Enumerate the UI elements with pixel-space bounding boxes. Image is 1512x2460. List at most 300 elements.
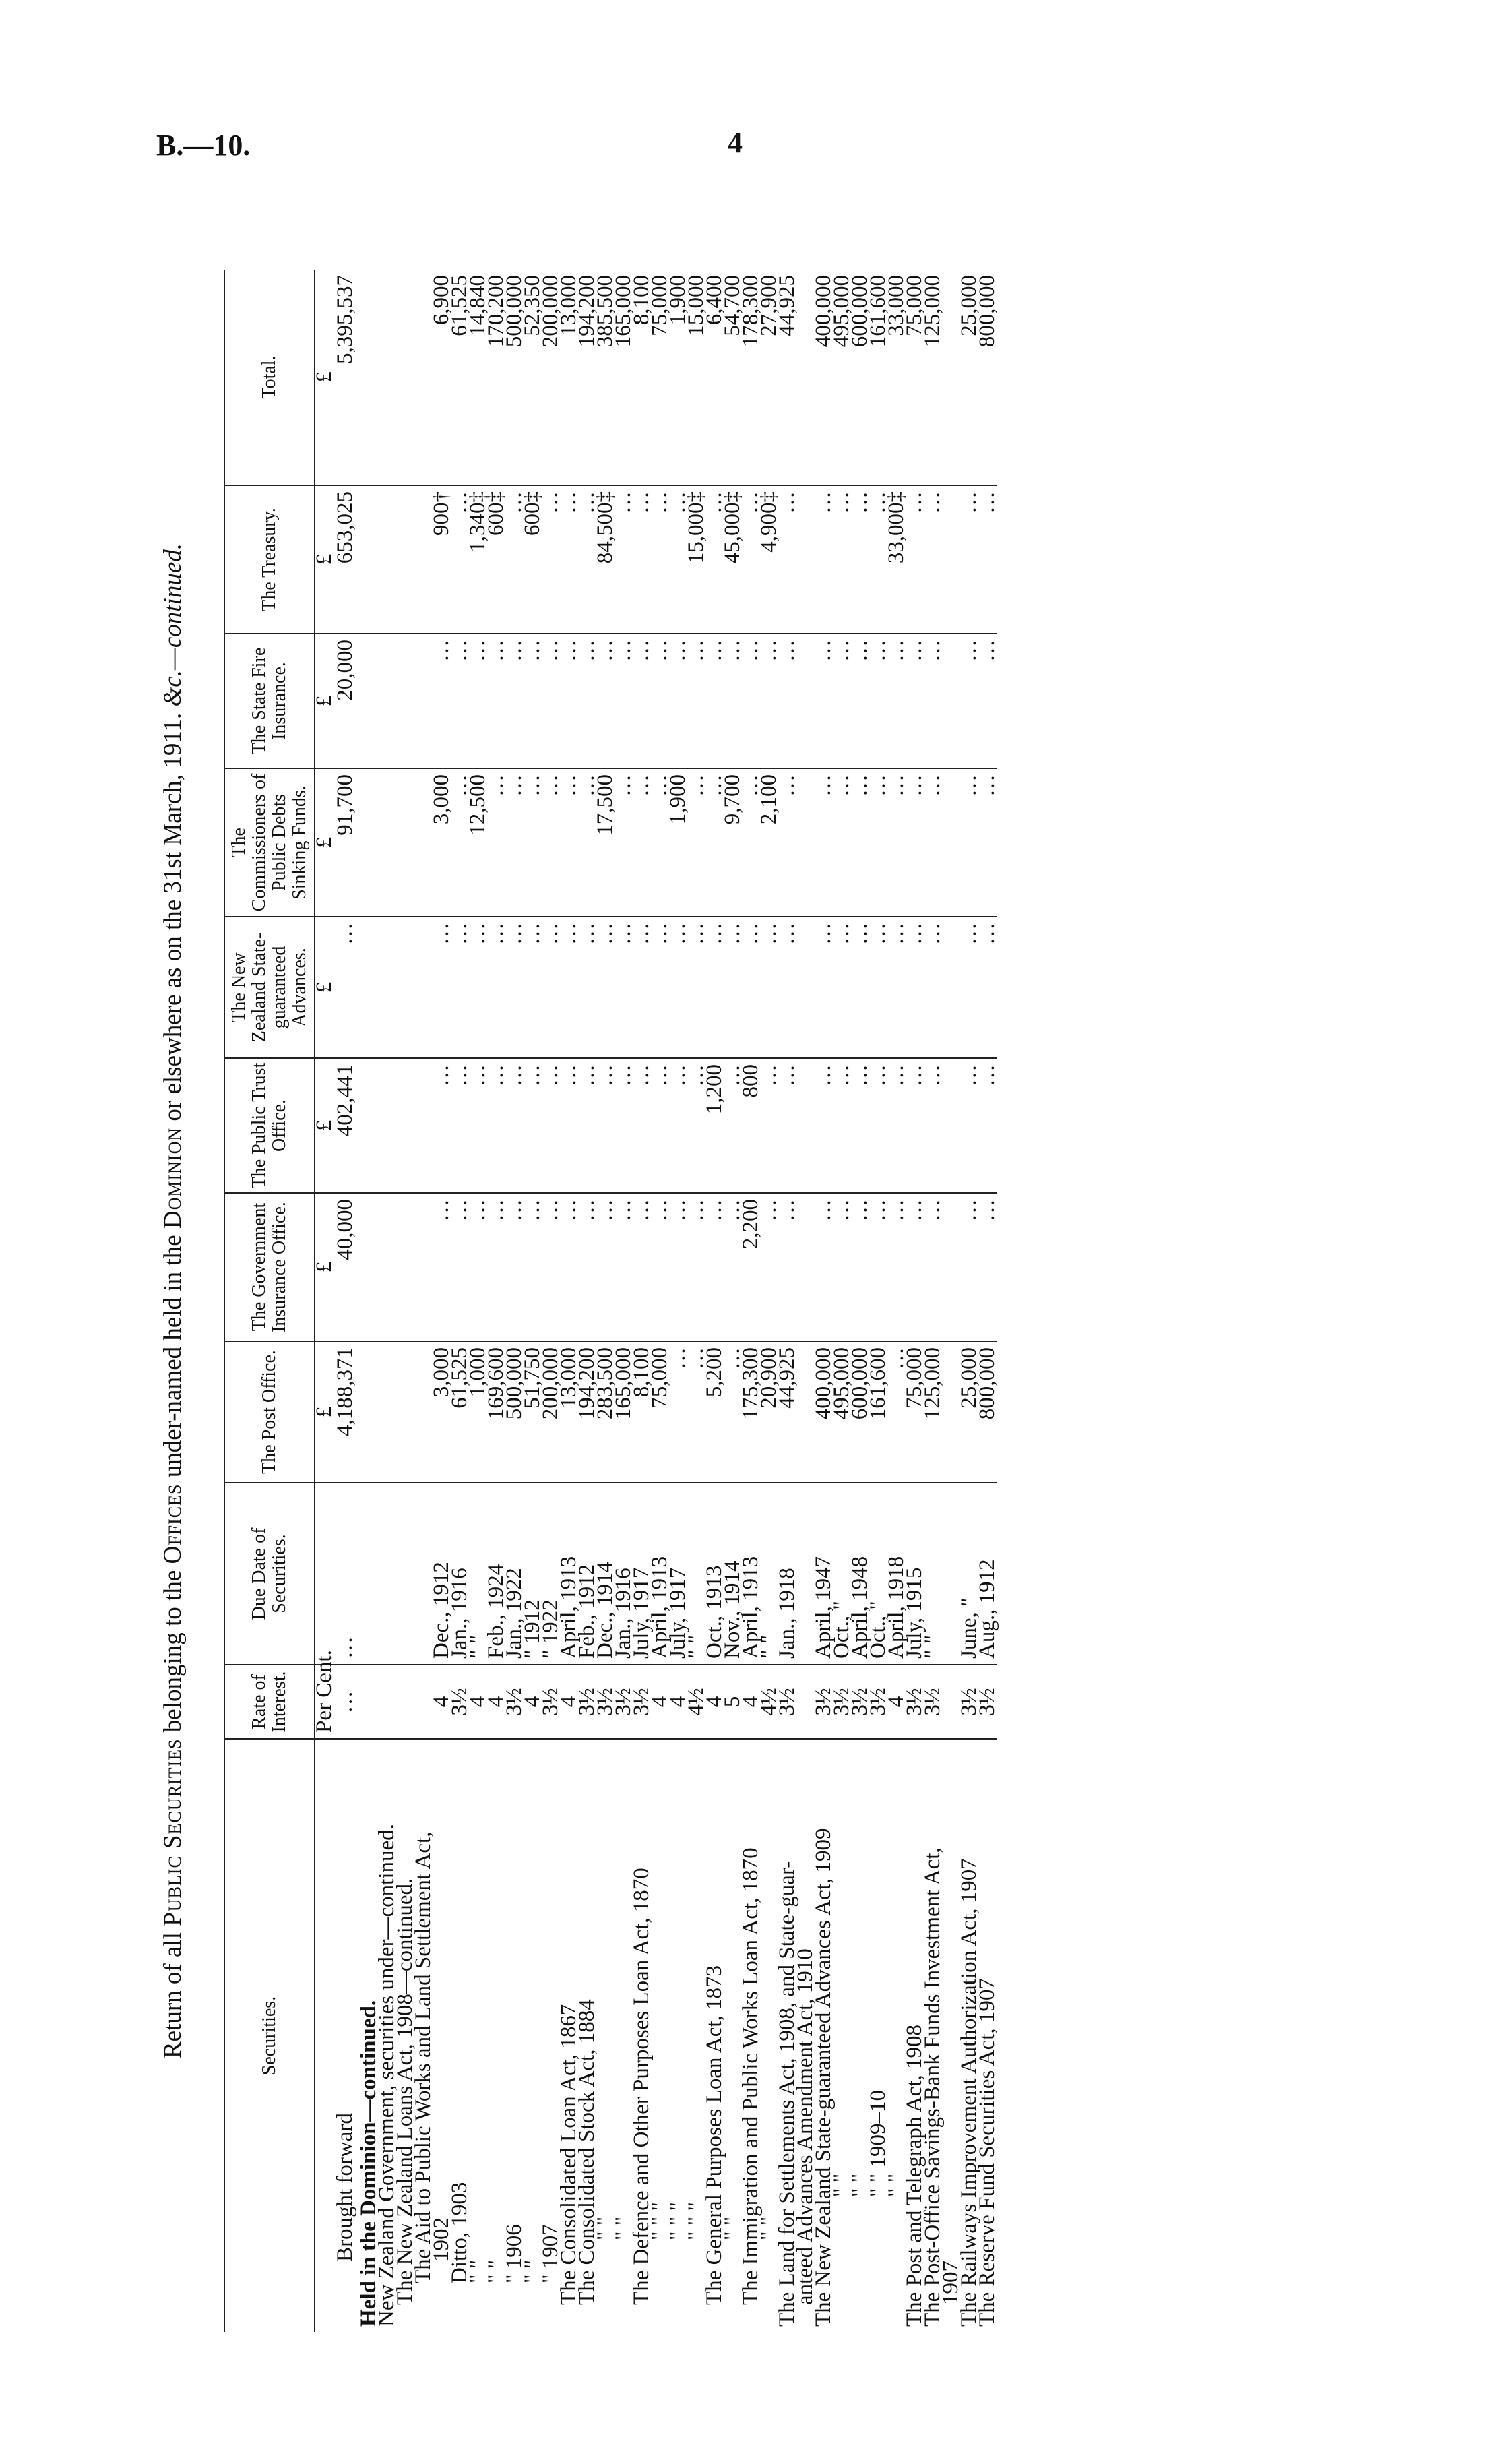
cell-public-trust: …: [451, 1058, 469, 1193]
cell-fire: …: [487, 634, 505, 768]
cell-rate: 3½: [869, 1665, 887, 1739]
cell-due: April, 1913: [651, 1483, 669, 1665]
cell-commissioners: …: [815, 768, 833, 917]
table-row: [469, 270, 487, 2332]
cell-commissioners: …: [978, 768, 997, 917]
unit-money: £: [315, 917, 334, 1058]
cell-commissioners: 1,900: [669, 768, 687, 917]
cell-fire: [360, 634, 378, 768]
cell-post-office: …: [887, 1341, 906, 1483]
cell-treasury: …: [651, 485, 669, 634]
table-row: [705, 270, 724, 2332]
cell-total: 600,000: [851, 270, 869, 485]
cell-gov-ins: …: [487, 1193, 505, 1341]
cell-nz-state: …: [705, 917, 724, 1058]
cell-total: 5,395,537: [334, 270, 360, 485]
cell-nz-state: …: [505, 917, 524, 1058]
cell-fire: …: [651, 634, 669, 768]
cell-public-trust: …: [869, 1058, 887, 1193]
cell-public-trust: 402,441: [334, 1058, 360, 1193]
cell-securities: " ": [466, 2259, 490, 2283]
cell-post-office: [378, 1341, 396, 1483]
cell-fire: …: [524, 634, 542, 768]
cell-nz-state: [396, 917, 414, 1058]
cell-treasury: …: [906, 485, 924, 634]
cell-public-trust: [360, 1058, 378, 1193]
cell-public-trust: …: [505, 1058, 524, 1193]
cell-gov-ins: …: [451, 1193, 469, 1341]
cell-public-trust: …: [924, 1058, 942, 1193]
cell-fire: …: [705, 634, 724, 768]
cell-public-trust: …: [542, 1058, 560, 1193]
table-row: [887, 270, 906, 2332]
cell-rate: 4: [669, 1665, 687, 1739]
cell-total: 25,000: [960, 270, 978, 485]
cell-fire: …: [760, 634, 778, 768]
cell-securities: The General Purposes Loan Act, 1873: [702, 1965, 726, 2305]
cell-securities: 1902: [429, 2217, 453, 2262]
cell-post-office: 283,500: [596, 1341, 615, 1483]
cell-public-trust: …: [433, 1058, 451, 1193]
unit-money: £: [315, 1058, 334, 1193]
cell-rate: 4: [887, 1665, 906, 1739]
cell-post-office: 75,000: [906, 1341, 924, 1483]
cell-nz-state: …: [669, 917, 687, 1058]
cell-total: [396, 270, 414, 485]
cell-nz-state: …: [487, 917, 505, 1058]
cell-total: 13,000: [560, 270, 578, 485]
cell-public-trust: …: [960, 1058, 978, 1193]
cell-due: Nov., 1914: [724, 1483, 742, 1665]
cell-rate: 3½: [633, 1665, 651, 1739]
cell-nz-state: …: [469, 917, 487, 1058]
cell-post-office: 125,000: [924, 1341, 942, 1483]
cell-due: Aug., 1912: [978, 1483, 997, 1665]
cell-rate: 4: [524, 1665, 542, 1739]
cell-due: April, 1947: [815, 1483, 833, 1665]
cell-public-trust: …: [778, 1058, 796, 1193]
cell-fire: …: [851, 634, 869, 768]
cell-fire: 20,000: [334, 634, 360, 768]
cell-treasury: …: [633, 485, 651, 634]
cell-rate: [360, 1665, 378, 1739]
cell-total: 27,900: [760, 270, 778, 485]
cell-nz-state: …: [451, 917, 469, 1058]
cell-commissioners: …: [487, 768, 505, 917]
cell-rate: 4: [651, 1665, 669, 1739]
cell-total: 161,600: [869, 270, 887, 485]
cell-total: 385,500: [596, 270, 615, 485]
cell-fire: …: [815, 634, 833, 768]
cell-commissioners: …: [924, 768, 942, 917]
table-row: [451, 270, 469, 2332]
cell-gov-ins: …: [960, 1193, 978, 1341]
cell-gov-ins: …: [469, 1193, 487, 1341]
cell-commissioners: …: [960, 768, 978, 917]
cell-public-trust: …: [851, 1058, 869, 1193]
cell-gov-ins: …: [669, 1193, 687, 1341]
caption-lead: Return of all: [159, 1932, 187, 2059]
cell-nz-state: …: [833, 917, 851, 1058]
cell-securities: " " ": [666, 2202, 690, 2240]
cell-fire: …: [542, 634, 560, 768]
cell-public-trust: …: [687, 1058, 705, 1193]
cell-gov-ins: [378, 1193, 396, 1341]
cell-treasury: 4,900‡: [760, 485, 778, 634]
cell-commissioners: …: [705, 768, 724, 917]
cell-gov-ins: …: [651, 1193, 669, 1341]
cell-nz-state: …: [560, 917, 578, 1058]
table-row: [505, 270, 524, 2332]
cell-gov-ins: …: [524, 1193, 542, 1341]
cell-commissioners: [360, 768, 378, 917]
cell-securities: The Reserve Fund Securities Act, 1907: [975, 1978, 999, 2327]
cell-post-office: …: [724, 1341, 742, 1483]
cell-public-trust: [396, 1058, 414, 1193]
securities-table: [224, 270, 997, 2332]
cell-fire: [396, 634, 414, 768]
col-commissioners: The Commissioners of Public Debts Sinking Funds.: [224, 768, 315, 917]
caption-mid1: belonging to the: [159, 1570, 187, 1733]
cell-rate: 3½: [833, 1665, 851, 1739]
cell-securities: " " ": [684, 2202, 708, 2240]
cell-total: 6,900: [433, 270, 451, 485]
cell-fire: …: [669, 634, 687, 768]
caption-offices: Offices: [159, 1483, 187, 1564]
cell-securities: 1907: [939, 2261, 963, 2305]
cell-commissioners: …: [542, 768, 560, 917]
cell-due: [378, 1483, 396, 1665]
cell-fire: [378, 634, 396, 768]
cell-treasury: …: [705, 485, 724, 634]
cell-post-office: 4,188,371: [334, 1341, 360, 1483]
cell-public-trust: …: [815, 1058, 833, 1193]
cell-rate: 4: [742, 1665, 760, 1739]
table-row: [833, 270, 851, 2332]
cell-gov-ins: …: [433, 1193, 451, 1341]
cell-fire: …: [742, 634, 760, 768]
cell-treasury: …: [505, 485, 524, 634]
cell-securities: Held in the Dominion—continued.: [356, 2000, 381, 2327]
col-securities: Securities.: [224, 1739, 315, 2332]
cell-securities: " 1907: [538, 2224, 563, 2283]
cell-due: Oct., 1913: [705, 1483, 724, 1665]
cell-nz-state: …: [687, 917, 705, 1058]
unit-blank: [315, 1739, 334, 2332]
cell-gov-ins: …: [687, 1193, 705, 1341]
cell-post-office: 495,000: [833, 1341, 851, 1483]
unit-money: £: [315, 768, 334, 917]
cell-treasury: 600‡: [487, 485, 505, 634]
table-caption: [150, 256, 197, 2345]
cell-nz-state: [360, 917, 378, 1058]
cell-due: April, 1948: [851, 1483, 869, 1665]
table-row: [414, 270, 433, 2332]
cell-nz-state: …: [869, 917, 887, 1058]
cell-treasury: …: [615, 485, 633, 634]
cell-due: Oct., ": [833, 1483, 851, 1665]
cell-rate: 4: [469, 1665, 487, 1739]
cell-fire: …: [687, 634, 705, 768]
cell-treasury: …: [742, 485, 760, 634]
cell-securities: Brought forward: [333, 2113, 357, 2262]
cell-total: 200,000: [542, 270, 560, 485]
units-row: [315, 270, 334, 2332]
cell-gov-ins: …: [924, 1193, 942, 1341]
cell-rate: 3½: [906, 1665, 924, 1739]
page-reference: B.—10.: [156, 129, 251, 162]
cell-nz-state: …: [742, 917, 760, 1058]
table-row: [742, 270, 760, 2332]
cell-rate: [378, 1665, 396, 1739]
cell-rate: [396, 1665, 414, 1739]
cell-due: Jan., 1916: [615, 1483, 633, 1665]
cell-treasury: 45,000‡: [724, 485, 742, 634]
cell-public-trust: [378, 1058, 396, 1193]
cell-due: " ": [760, 1483, 778, 1665]
table-row: [924, 270, 942, 2332]
cell-public-trust: …: [487, 1058, 505, 1193]
cell-securities: The Railways Improvement Authorization Act, 1907: [957, 1858, 981, 2327]
cell-securities: The Land for Settlements Act, 1908, and State-guar-: [775, 1860, 799, 2327]
cell-commissioners: [378, 768, 396, 917]
cell-due: Feb., 1924: [487, 1483, 505, 1665]
cell-gov-ins: …: [578, 1193, 596, 1341]
cell-gov-ins: …: [887, 1193, 906, 1341]
cell-public-trust: …: [978, 1058, 997, 1193]
cell-gov-ins: …: [815, 1193, 833, 1341]
cell-commissioners: …: [833, 768, 851, 917]
cell-commissioners: 91,700: [334, 768, 360, 917]
cell-rate: 3½: [451, 1665, 469, 1739]
cell-treasury: [396, 485, 414, 634]
unit-blank-due: [315, 1483, 334, 1665]
cell-nz-state: …: [542, 917, 560, 1058]
table-row: [524, 270, 542, 2332]
cell-public-trust: …: [887, 1058, 906, 1193]
cell-fire: …: [978, 634, 997, 768]
cell-rate: 3½: [978, 1665, 997, 1739]
cell-rate: 3½: [542, 1665, 560, 1739]
cell-post-office: 75,000: [651, 1341, 669, 1483]
cell-due: April, 1913: [742, 1483, 760, 1665]
cell-rate: 3½: [505, 1665, 524, 1739]
cell-post-office: [396, 1341, 414, 1483]
cell-total: [378, 270, 396, 485]
cell-securities: anteed Advances Amendment Act, 1910: [793, 1948, 817, 2305]
unit-rate: Per Cent.: [315, 1665, 334, 1739]
cell-fire: …: [633, 634, 651, 768]
cell-securities: " ": [757, 2216, 781, 2240]
cell-nz-state: …: [924, 917, 942, 1058]
cell-fire: …: [833, 634, 851, 768]
table-body: [334, 270, 997, 2332]
cell-commissioners: 9,700: [724, 768, 742, 917]
cell-total: 125,000: [924, 270, 942, 485]
col-due: Due Date of Securities.: [224, 1483, 315, 1665]
cell-securities: The Defence and Other Purposes Loan Act, 1870: [629, 1868, 654, 2305]
cell-rate: 3½: [851, 1665, 869, 1739]
cell-total: 52,350: [524, 270, 542, 485]
cell-public-trust: 800: [742, 1058, 760, 1193]
col-rate: Rate of Interest.: [224, 1665, 315, 1739]
caption-continued: &c.—continued.: [159, 543, 187, 707]
cell-securities: " ": [520, 2259, 544, 2283]
cell-treasury: …: [778, 485, 796, 634]
cell-commissioners: …: [778, 768, 796, 917]
cell-fire: …: [615, 634, 633, 768]
cell-nz-state: …: [334, 917, 360, 1058]
cell-fire: …: [596, 634, 615, 768]
cell-post-office: …: [669, 1341, 687, 1483]
cell-treasury: 15,000‡: [687, 485, 705, 634]
cell-securities: The New Zealand State-guaranteed Advances Act, 1909: [811, 1828, 836, 2327]
cell-fire: …: [960, 634, 978, 768]
cell-due: Dec., 1914: [596, 1483, 615, 1665]
cell-nz-state: …: [778, 917, 796, 1058]
cell-gov-ins: …: [560, 1193, 578, 1341]
cell-due: July, 1917: [669, 1483, 687, 1665]
col-nz-state: The New Zealand State-guaranteed Advances.: [224, 917, 315, 1058]
cell-gov-ins: …: [906, 1193, 924, 1341]
cell-post-office: 25,000: [960, 1341, 978, 1483]
cell-rate: …: [334, 1665, 360, 1739]
cell-nz-state: …: [851, 917, 869, 1058]
cell-securities: New Zealand Government, securities under—continued.: [375, 1824, 399, 2327]
cell-commissioners: …: [887, 768, 906, 917]
cell-fire: …: [560, 634, 578, 768]
cell-due: " ": [687, 1483, 705, 1665]
cell-rate: 3½: [778, 1665, 796, 1739]
cell-gov-ins: …: [705, 1193, 724, 1341]
cell-gov-ins: …: [615, 1193, 633, 1341]
cell-nz-state: …: [978, 917, 997, 1058]
cell-commissioners: …: [651, 768, 669, 917]
table-row: [978, 270, 997, 2332]
cell-post-office: 169,600: [487, 1341, 505, 1483]
cell-total: 8,100: [633, 270, 651, 485]
cell-treasury: …: [451, 485, 469, 634]
cell-treasury: …: [578, 485, 596, 634]
cell-post-office: 1,000: [469, 1341, 487, 1483]
cell-gov-ins: …: [833, 1193, 851, 1341]
cell-securities: " 1906: [502, 2224, 526, 2283]
cell-fire: …: [724, 634, 742, 768]
cell-nz-state: …: [578, 917, 596, 1058]
cell-rate: 4: [433, 1665, 451, 1739]
cell-nz-state: …: [887, 917, 906, 1058]
cell-commissioners: …: [633, 768, 651, 917]
cell-nz-state: …: [596, 917, 615, 1058]
cell-commissioners: …: [742, 768, 760, 917]
cell-public-trust: …: [906, 1058, 924, 1193]
col-public-trust: The Public Trust Office.: [224, 1058, 315, 1193]
cell-total: 1,900: [669, 270, 687, 485]
cell-fire: …: [778, 634, 796, 768]
cell-commissioners: 2,100: [760, 768, 778, 917]
cell-due: " ": [469, 1483, 487, 1665]
cell-gov-ins: …: [542, 1193, 560, 1341]
cell-gov-ins: …: [633, 1193, 651, 1341]
cell-commissioners: …: [578, 768, 596, 917]
cell-securities: The Aid to Public Works and Land Settlement Act,: [411, 1831, 435, 2283]
cell-due: April, 1918: [887, 1483, 906, 1665]
cell-total: 33,000: [887, 270, 906, 485]
cell-total: 14,840: [469, 270, 487, 485]
cell-post-office: 200,000: [542, 1341, 560, 1483]
rotated-table-region: [150, 256, 1362, 2345]
cell-post-office: 161,600: [869, 1341, 887, 1483]
col-fire: The State Fire Insurance.: [224, 634, 315, 768]
cell-securities: " " 1909–10: [866, 2090, 890, 2197]
cell-securities: The Consolidated Loan Act, 1867: [557, 2004, 581, 2305]
cell-fire: …: [469, 634, 487, 768]
cell-securities: The Post and Telegraph Act, 1908: [902, 2025, 926, 2327]
cell-securities: " ": [484, 2259, 508, 2283]
cell-rate: 5: [724, 1665, 742, 1739]
table-row: [633, 270, 651, 2332]
cell-nz-state: …: [760, 917, 778, 1058]
table-row: [851, 270, 869, 2332]
cell-treasury: 33,000‡: [887, 485, 906, 634]
cell-due: Feb., 1912: [578, 1483, 596, 1665]
table-row: [487, 270, 505, 2332]
cell-fire: …: [578, 634, 596, 768]
cell-due: July, 1917: [633, 1483, 651, 1665]
cell-treasury: …: [560, 485, 578, 634]
cell-gov-ins: …: [760, 1193, 778, 1341]
cell-treasury: …: [924, 485, 942, 634]
cell-treasury: [378, 485, 396, 634]
cell-gov-ins: …: [505, 1193, 524, 1341]
cell-securities: " ": [848, 2173, 872, 2197]
cell-total: 75,000: [651, 270, 669, 485]
cell-due: " 1912: [524, 1483, 542, 1665]
cell-post-office: 500,000: [505, 1341, 524, 1483]
cell-treasury: …: [851, 485, 869, 634]
cell-commissioners: …: [451, 768, 469, 917]
cell-post-office: 13,000: [560, 1341, 578, 1483]
cell-commissioners: …: [906, 768, 924, 917]
cell-due: Oct., ": [869, 1483, 887, 1665]
cell-post-office: [360, 1341, 378, 1483]
cell-gov-ins: 2,200: [742, 1193, 760, 1341]
cell-commissioners: 3,000: [433, 768, 451, 917]
cell-post-office: 44,925: [778, 1341, 796, 1483]
header-row: [224, 270, 315, 2332]
cell-rate: 4: [560, 1665, 578, 1739]
cell-gov-ins: …: [978, 1193, 997, 1341]
unit-money: £: [315, 1341, 334, 1483]
cell-public-trust: …: [578, 1058, 596, 1193]
cell-fire: …: [887, 634, 906, 768]
cell-total: 178,300: [742, 270, 760, 485]
cell-public-trust: …: [524, 1058, 542, 1193]
cell-due: April, 1913: [560, 1483, 578, 1665]
cell-total: 54,700: [724, 270, 742, 485]
col-post-office: The Post Office.: [224, 1341, 315, 1483]
cell-nz-state: …: [906, 917, 924, 1058]
cell-post-office: 3,000: [433, 1341, 451, 1483]
cell-gov-ins: [396, 1193, 414, 1341]
col-total: Total.: [224, 270, 315, 485]
cell-gov-ins: …: [851, 1193, 869, 1341]
cell-post-office: 51,750: [524, 1341, 542, 1483]
cell-post-office: 194,200: [578, 1341, 596, 1483]
cell-public-trust: …: [651, 1058, 669, 1193]
cell-rate: 3½: [924, 1665, 942, 1739]
col-treasury: The Treasury.: [224, 485, 315, 634]
